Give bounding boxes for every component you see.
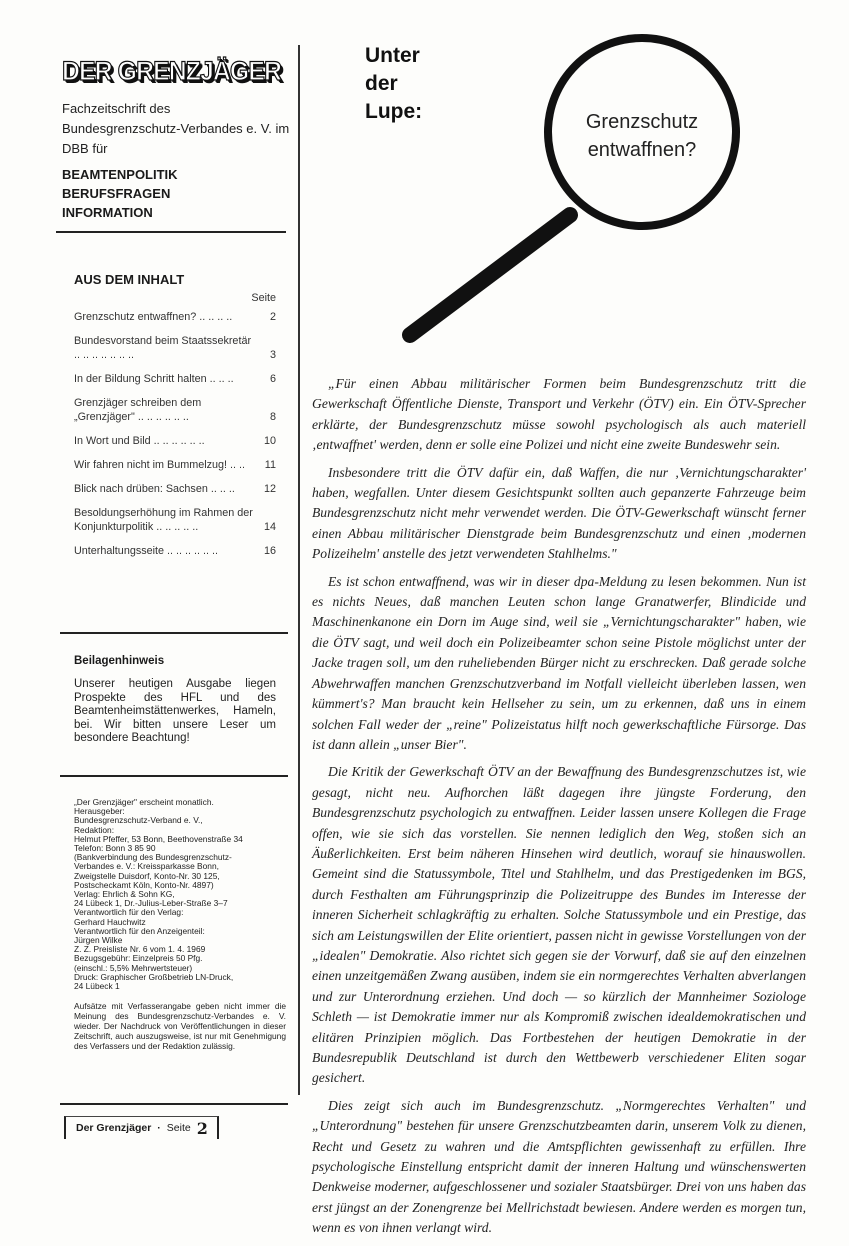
toc-page: 14	[263, 521, 276, 533]
impressum-line: „Der Grenzjäger" erscheint monatlich.	[74, 797, 214, 807]
impressum-line: Postscheckamt Köln, Konto-Nr. 4897)	[74, 879, 214, 890]
masthead	[62, 52, 290, 222]
toc-page: 6	[269, 373, 276, 385]
toc-page: 2	[269, 311, 276, 323]
rubric-line: der	[365, 72, 398, 95]
toc-item	[74, 544, 276, 558]
toc-title: Blick nach drüben: Sachsen .. .. ..	[74, 483, 235, 495]
toc-title: Grenzschutz entwaffnen? .. .. .. ..	[74, 311, 233, 323]
paragraph: Die Kritik der Gewerkschaft ÖTV an der Bewaffnung des Bundesgrenzschutzes ist, wie gesagt, nicht neu. Aufhorchen läßt dagegen ihre jüngste Forderung, den Bundesgrenzschutz psychologich zu entwaffnen. Leider lassen unsere Kollegen die Frage offen, wie sie sich das vorstellen. Sie nennen lediglich den Weg, stoßen sich an Äußerlichkeiten. Erst beim näheren Hinsehen wird deutlich, worauf sie hinauswollen. Gemeint sind die Statussymbole, Titel und Stahlhelm, und das Prestigedenken im BGS, durch Festhalten am Führungsprinzip die Polizeitruppe des Bundes im Interesse der inneren Sicherheit schlagkräftig zu erhalten. Solche Statussymbole und ein Prestige, das sich am Leistungswillen der Elite orientiert, passen nicht in gewisse Vorstellungen von der „idealen" Demokratie. Also richtet sich gegen sie der Vorwurf, daß sie auf den einzelnen einen unzeitgemäßen Zwang ausüben, indem sie ein normgerechtes Verhalten abverlangen und zur Unterordnung erziehen. Und doch — so kürzlich der Mannheimer Soziologe Schleth — ist Demokratie immer nur als Kompromiß zwischen idealdemokratischen und elitären Prinzipien möglich. Das Fortbestehen der heutigen Demokratie in der Bundesrepublik Deutschland ist durch den Wettbewerb verschiedener Eliten sogar gesichert.	[312, 764, 806, 1086]
impressum-line: Verantwortlich für den Verlag:	[74, 907, 184, 918]
footer-page-number: 2	[196, 1118, 208, 1138]
toc-heading: AUS DEM INHALT	[74, 272, 185, 287]
topic: INFORMATION	[62, 205, 153, 220]
magnifying-glass-icon	[380, 20, 760, 350]
impressum-line: 24 Lübeck 1, Dr.-Julius-Leber-Straße 3–7	[74, 898, 228, 909]
toc-item	[74, 372, 276, 386]
masthead-logo: DER GRENZJÄGER	[62, 56, 281, 86]
headline	[562, 108, 722, 164]
toc-page-label: Seite	[251, 292, 276, 304]
impressum-line: 24 Lübeck 1	[74, 981, 120, 992]
impressum-line: Druck: Graphischer Großbetrieb LN-Druck,	[74, 971, 234, 982]
toc-item	[74, 506, 276, 534]
toc-page: 16	[263, 545, 276, 557]
impressum-line: Bezugsgebühr: Einzelpreis 50 Pfg.	[74, 953, 203, 964]
impressum-line: Herausgeber:	[74, 806, 125, 817]
toc-title: In Wort und Bild .. .. .. .. .. ..	[74, 435, 205, 447]
impressum-line: Redaktion:	[74, 824, 115, 835]
toc-page: 8	[269, 411, 276, 423]
headline-line: entwaffnen?	[587, 139, 697, 161]
toc-page: 3	[269, 349, 276, 361]
rubric-line: Unter	[365, 44, 420, 67]
supplement-heading: Beilagenhinweis	[74, 655, 165, 667]
toc-item	[74, 434, 276, 448]
toc-item	[74, 396, 276, 424]
toc-title: In der Bildung Schritt halten .. .. ..	[74, 373, 234, 385]
impressum-line: Bundesgrenzschutz-Verband e. V.,	[74, 815, 203, 826]
toc-title: Besoldungserhöhung im Rahmen der Konjunkturpolitik .. .. .. .. ..	[74, 507, 253, 533]
article-body	[312, 374, 806, 1246]
impressum-line: Z. Z. Preisliste Nr. 6 vom 1. 4. 1969	[74, 944, 206, 955]
topic: BERUFSFRAGEN	[62, 186, 171, 201]
footer-label: Seite	[166, 1122, 191, 1134]
impressum-line: Gerhard Hauchwitz	[74, 916, 146, 927]
masthead-topics	[62, 165, 290, 222]
toc-item	[74, 310, 276, 324]
toc-title: Wir fahren nicht im Bummelzug! .. ..	[74, 459, 245, 471]
toc-item	[74, 334, 276, 362]
column-divider	[298, 45, 300, 1095]
footer-title: Der Grenzjäger	[76, 1122, 152, 1134]
toc-item	[74, 482, 276, 496]
divider	[60, 1103, 288, 1105]
impressum-line: Verbandes e. V.: Kreissparkasse Bonn,	[74, 861, 219, 872]
paragraph: Insbesondere tritt die ÖTV dafür ein, daß Waffen, die nur ‚Vernichtungscharakter' haben, wegfallen. Unter diesem Gesichtspunkt sollten auch gepanzerte Fahrzeuge beim Bundesgrenzschutz nicht mehr verwendet werden. Die ÖTV-Gewerkschaft wünscht ferner einen Abbau militärischer Dienstgrade beim Bundesgrenzschutz und einen ‚modernen Polizeihelm' anstelle des jetzt verwendeten Stahlhelms."	[312, 464, 806, 562]
impressum-line: Verantwortlich für den Anzeigenteil:	[74, 925, 205, 936]
impressum-line: (einschl.: 5,5% Mehrwertsteuer)	[74, 962, 193, 973]
impressum-line: Jürgen Wilke	[74, 935, 123, 946]
impressum-line: Telefon: Bonn 3 85 90	[74, 843, 156, 854]
headline-line: Grenzschutz	[585, 111, 699, 133]
publication-info	[74, 798, 286, 1051]
toc-section	[74, 272, 276, 568]
supplement-section	[74, 654, 276, 746]
toc-title: Bundesvorstand beim Staatssekretär .. .. .. .. .. .. ..	[74, 335, 252, 361]
divider	[60, 632, 288, 634]
masthead-subtitle: Fachzeitschrift des Bundesgrenzschutz-Verbandes e. V. im DBB für	[62, 101, 290, 156]
toc-title: Grenzjäger schreiben dem „Grenzjäger" .. .. .. .. .. ..	[74, 397, 202, 423]
footer-separator: ·	[157, 1122, 161, 1134]
toc-page: 10	[263, 435, 276, 447]
paragraph: „Für einen Abbau militärischer Formen beim Bundesgrenzschutz tritt die Gewerkschaft Öffentliche Dienste, Transport und Verkehr (ÖTV) ein. Ein ÖTV-Sprecher erklärte, der Bundesgrenzschutz müsse sowohl psychologisch als auch materiell ‚entwaffnet' werden, denn er solle eine Polizei und nicht eine zweite Bundeswehr sein.	[312, 376, 806, 453]
impressum	[74, 798, 286, 991]
paragraph: Es ist schon entwaffnend, was wir in dieser dpa-Meldung zu lesen bekommen. Nun ist es nichts Neues, daß manchen Leuten schon lange Granatwerfer, Blindicide und Maschinenkanone ein Dorn im Auge sind, weil sie „Vernichtungscharakter" haben, wie die ÖTV sagt, und weil doch ein Polizeibeamter schon seine Pistole möglichst unter der Jacke tragen soll, um den ruheliebenden Bürger nicht zu erschrecken. Daß gerade solche Abwehrwaffen manchen Grenzschutzverband im Notfall vielleicht überleben lassen, wen kümmert's? Man braucht kein Hellseher zu sein, um zu erkennen, daß uns in einem solchen Fall weder der „reine" Polizeistatus hilft noch gewerkschaftliche Fürsorge. Das ist dann allein „unser Bier".	[312, 573, 806, 752]
page-footer	[64, 1116, 219, 1139]
impressum-line: Zweigstelle Duisdorf, Konto-Nr. 30 125,	[74, 870, 220, 881]
divider	[60, 775, 288, 777]
toc-page: 12	[263, 483, 276, 495]
table-of-contents	[74, 292, 276, 558]
rubric-line: Lupe:	[365, 100, 423, 123]
divider	[56, 231, 286, 233]
toc-title: Unterhaltungsseite .. .. .. .. .. ..	[74, 545, 219, 557]
topic: BEAMTENPOLITIK	[62, 167, 178, 182]
paragraph: Dies zeigt sich auch im Bundesgrenzschutz. „Normgerechtes Verhalten" und „Unterordnung" bestehen für unsere Grenzschutzbeamten darin, unserem Volk zu dienen, Recht und Gesetz zu wahren und die Amtspflichten gewissenhaft zu erfüllen. Ihre psychologische Einstellung entspricht damit der inneren Haltung und wünschenswerten Denkweise moderner, aufgeschlossener und sozialer Staatsbürger. Drei von uns haben das erst jüngst an der Zonengrenze bei Mellrichstadt bewiesen. Andere werden es morgen tun, wenn es von ihnen verlangt wird.	[312, 1097, 806, 1236]
impressum-line: Verlag: Ehrlich & Sohn KG,	[74, 889, 175, 900]
impressum-line: Helmut Pfeffer, 53 Bonn, Beethovenstraße 34	[74, 833, 243, 844]
impressum-line: (Bankverbindung des Bundesgrenzschutz-	[74, 852, 232, 863]
supplement-text: Unserer heutigen Ausgabe liegen Prospekte des HFL und des Beamtenheimstättenwerkes, Hameln, bei. Wir bitten unsere Leser um besondere Beachtung!	[74, 678, 276, 744]
toc-item	[74, 458, 276, 472]
toc-page: 11	[264, 459, 276, 471]
disclaimer: Aufsätze mit Verfasserangabe geben nicht immer die Meinung des Bundesgrenzschutz-Verbandes e. V. wieder. Der Nachdruck von Veröffentlichungen in dieser Zeitschrift, auch auszugsweise, ist nur mit Genehmigung des Verfassers und der Redaktion zulässig.	[74, 1001, 286, 1052]
